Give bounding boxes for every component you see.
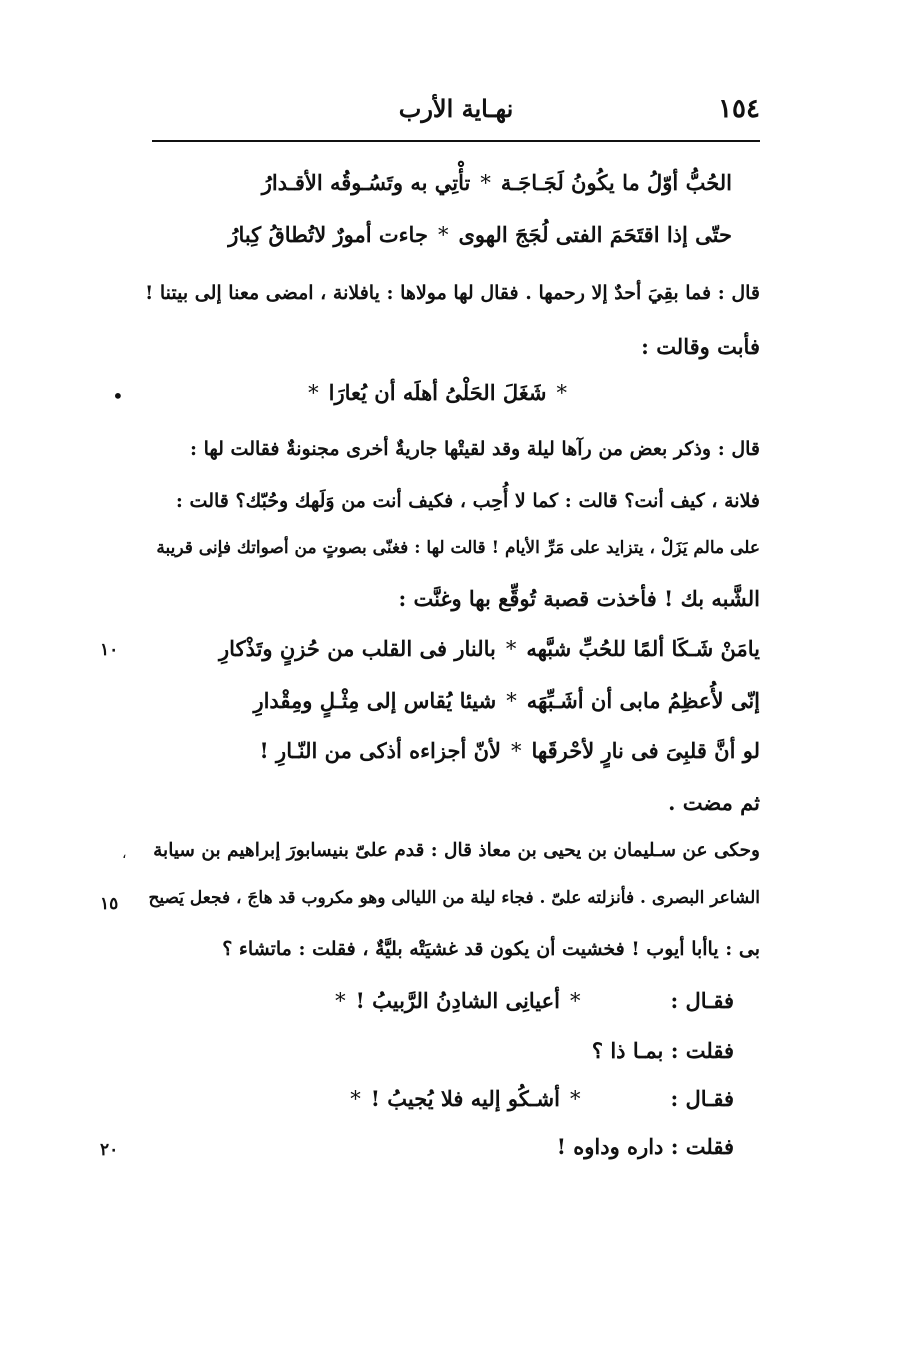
verse-separator: * <box>556 381 567 405</box>
verse-separator: * <box>569 989 581 1013</box>
verse-second-hemistich: بالنار فى القلب من حُزنٍ وتَذْكارِ <box>219 636 496 661</box>
verse-separator: * <box>350 1087 361 1111</box>
prose-line: الشاعر البصرى . فأنزلته علىّ . فجاء ليلة من الليالى وهو مكروب قد هاجَ ، فجعل يَصيح <box>148 888 760 908</box>
running-title: نهـاية الأرب <box>398 94 514 123</box>
verse-separator: * <box>335 989 346 1013</box>
verse-second-hemistich: لأنّ أجزاءه أذكى من النّـارِ ! <box>259 738 502 763</box>
prose-line: فلانة ، كيف أنت؟ قالت : كما لا أُحِب ، فكيف أنت من وَلَهك وحُبّك؟ قالت : <box>175 490 760 512</box>
verse-separator: * <box>480 171 491 195</box>
prose-line: وحكى عن سـليمان بن يحيى بن معاذ قال : قدم علىّ بنيسابورَ إبراهيم بن سيابة <box>153 840 760 861</box>
verse-separator: * <box>569 1087 581 1111</box>
verse-first-hemistich: الحُبُّ أوّلُ ما يكُونُ لَجَـاجَـة <box>500 170 732 195</box>
verse-second-hemistich: شيئا يُقاس إلى مِثْـلٍ ومِقْدارِ <box>253 688 497 713</box>
dialogue-line <box>340 1088 734 1110</box>
verse-first-hemistich: يامَنْ شَـكَا ألمًا للحُبِّ شبَّهه <box>526 636 760 661</box>
prose-line: فقلت : داره وداوه ! <box>556 1134 734 1159</box>
verse-second-hemistich: تأْتِي به وتَسُـوقُه الأقـدارُ <box>261 170 471 195</box>
prose-line: ثم مضت . <box>668 790 760 815</box>
verse-line <box>253 690 760 712</box>
verse-second-hemistich: جاءت أمورٌ لاتُطاقُ كِبارُ <box>228 222 428 247</box>
dialogue-verse: أعيانِى الشادِنُ الرَّبيبُ ! <box>355 988 560 1013</box>
verse-first-hemistich: إنّى لأُعظِمُ مابى أن أشَـبِّهَه <box>526 688 760 713</box>
verse-first-hemistich: حتّى إذا اقتَحَمَ الفتى لُجَجَ الهوى <box>458 222 732 247</box>
verse-separator: * <box>505 637 517 661</box>
dialogue-speaker: فقـال : <box>670 1086 734 1111</box>
prose-line: فقلت : بمـا ذا ؟ <box>591 1038 734 1063</box>
prose-line: قال : وذكر بعض من رآها ليلة وقد لقيتْها جاريةٌ أخرى مجنونةٌ فقالت لها : <box>189 438 760 460</box>
header-rule <box>152 140 760 142</box>
verse-hemistich: شَغَلَ الحَلْىُ أهلَه أن يُعارَا <box>328 380 547 405</box>
prose-line: قال : فما بقِيَ أحدٌ إلا رحمها . فقال لها مولاها : يافلانة ، امضى معنا إلى بيتنا ! <box>144 282 760 304</box>
margin-line-number: ١٠ <box>100 640 119 660</box>
prose-line: على مالم يَزَلْ ، يتزايد على مَرِّ الأيام ! قالت لها : فغنّى بصوتٍ من أصواتك فإنى قريبة <box>156 538 760 558</box>
dialogue-line <box>325 990 734 1012</box>
verse-line <box>262 172 732 194</box>
verse-separator: * <box>308 381 319 405</box>
margin-dot: • <box>112 384 124 408</box>
verse-separator: * <box>437 223 449 247</box>
verse-first-hemistich: لو أنَّ قلبِىَ فى نارٍ لأحْرقَها <box>531 738 760 763</box>
verse-line <box>260 740 760 762</box>
verse-line <box>298 382 577 404</box>
dialogue-speaker: فقـال : <box>670 988 734 1013</box>
prose-line: فأبت وقالت : <box>641 334 760 359</box>
prose-line: بى : ياأبا أيوب ! فخشيت أن يكون قد غشيَتْه بليَّةٌ ، فقلت : ماتشاء ؟ <box>222 938 760 960</box>
prose-line: الشَّبه بك ! فأخذت قصبة تُوقِّع بها وغنَّت : <box>398 586 760 611</box>
dialogue-verse: أشـكُو إليه فلا يُجيبُ ! <box>370 1086 560 1111</box>
margin-line-number: ٢٠ <box>100 1140 119 1160</box>
verse-line <box>228 224 732 246</box>
page-number: ١٥٤ <box>718 94 760 124</box>
verse-separator: * <box>511 739 522 763</box>
verse-line <box>219 638 760 660</box>
margin-line-number: ١٥ <box>100 894 119 914</box>
page-header <box>152 94 760 134</box>
verse-separator: * <box>506 689 517 713</box>
margin-dot: ، <box>122 846 127 862</box>
